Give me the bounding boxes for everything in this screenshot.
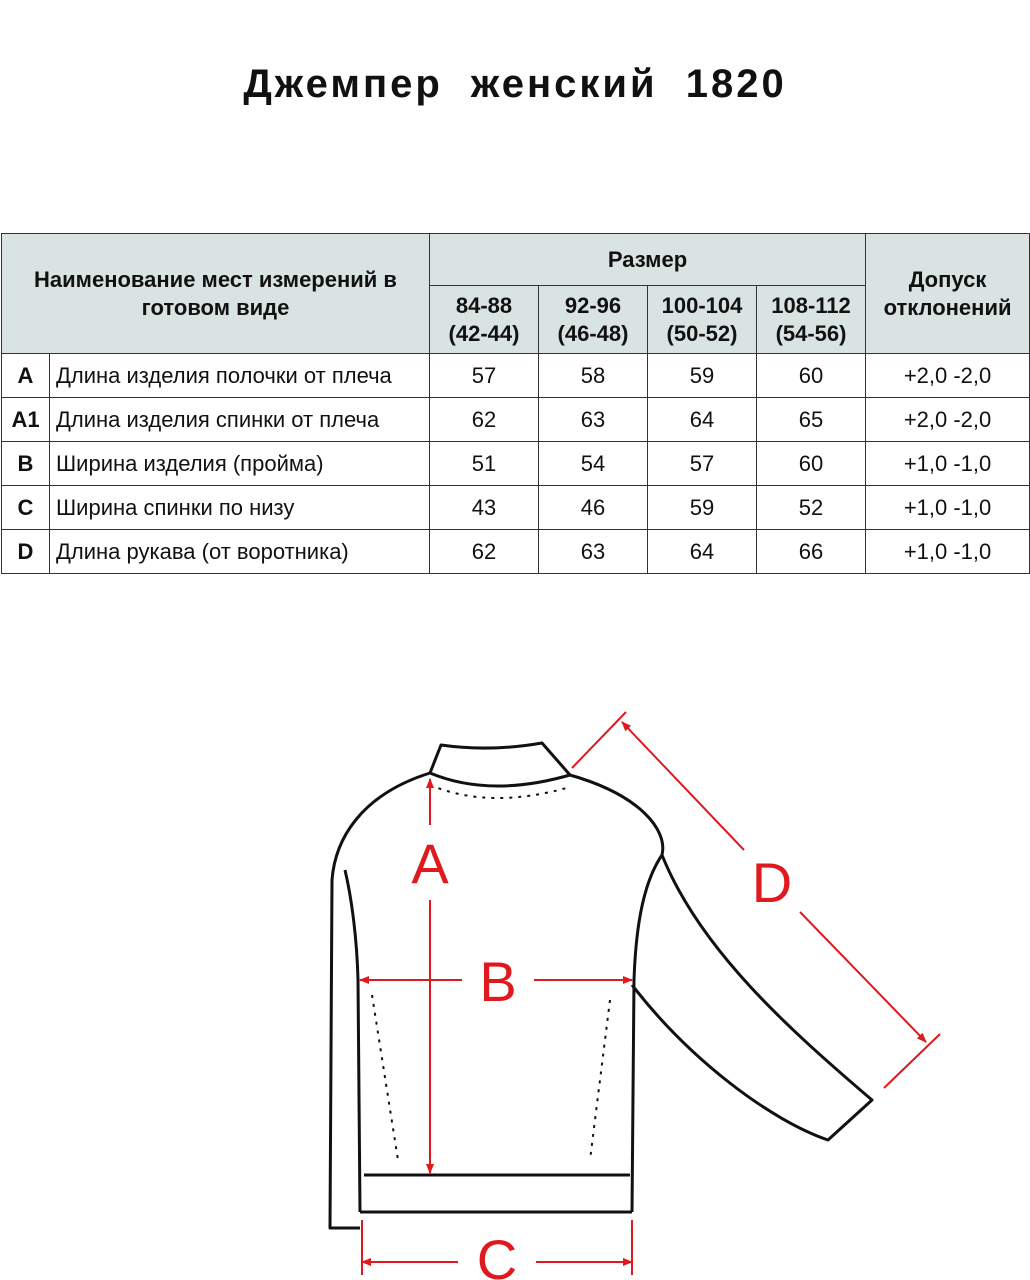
tolerance-value: +1,0 -1,0: [866, 442, 1030, 486]
left-dart-dotted: [372, 995, 398, 1160]
measure-d-upper-line: [622, 722, 744, 850]
tolerance-value: +1,0 -1,0: [866, 486, 1030, 530]
right-dart-dotted: [590, 1000, 610, 1160]
size-column-header: [648, 286, 757, 354]
header-size: Размер: [430, 234, 866, 286]
measure-d-bottom-tick: [884, 1034, 940, 1088]
measurement-name: Ширина спинки по низу: [50, 486, 430, 530]
size-value: 51: [430, 442, 539, 486]
measure-d-top-tick: [572, 712, 626, 768]
table-row: [2, 442, 1030, 486]
right-shoulder-outline: [570, 775, 663, 855]
measurement-name: Ширина изделия (пройма): [50, 442, 430, 486]
table-row: [2, 486, 1030, 530]
size-value: 63: [539, 530, 648, 574]
table-row: [2, 354, 1030, 398]
size-value: 64: [648, 398, 757, 442]
size-value: 59: [648, 354, 757, 398]
table-row: [2, 398, 1030, 442]
size-range: 108-112: [771, 292, 851, 318]
size-value: 65: [757, 398, 866, 442]
page-title: Джемпер женский 1820: [243, 62, 787, 106]
measurement-name: Длина изделия спинки от плеча: [50, 398, 430, 442]
size-value: 54: [539, 442, 648, 486]
size-value: 43: [430, 486, 539, 530]
size-value: 59: [648, 486, 757, 530]
measure-label-c: C: [476, 1228, 518, 1280]
measure-label-b: B: [479, 950, 517, 1013]
size-value: 62: [430, 530, 539, 574]
size-alt: (42-44): [448, 320, 520, 346]
header-measurement-name: Наименование мест измерений в готовом виде: [2, 234, 430, 354]
measurement-name: Длина изделия полочки от плеча: [50, 354, 430, 398]
left-side-seam: [345, 870, 360, 1212]
size-alt: (46-48): [557, 320, 629, 346]
size-range: 92-96: [564, 292, 622, 318]
collar-seam: [430, 773, 570, 786]
size-value: 60: [757, 354, 866, 398]
size-column-header: [430, 286, 539, 354]
size-value: 63: [539, 398, 648, 442]
tolerance-value: +1,0 -1,0: [866, 530, 1030, 574]
size-alt: (50-52): [666, 320, 738, 346]
size-range: 100-104: [661, 292, 743, 318]
size-alt: (54-56): [775, 320, 847, 346]
size-range: 84-88: [455, 292, 513, 318]
size-value: 66: [757, 530, 866, 574]
collar-outline: [430, 743, 570, 775]
size-column-header: [539, 286, 648, 354]
measurement-name: Длина рукава (от воротника): [50, 530, 430, 574]
size-value: 57: [648, 442, 757, 486]
size-value: 58: [539, 354, 648, 398]
measure-d-lower-line: [800, 912, 926, 1042]
measurement-code: D: [2, 530, 50, 574]
right-side-seam: [632, 855, 662, 1212]
size-value: 64: [648, 530, 757, 574]
size-column-header: [757, 286, 866, 354]
size-value: 62: [430, 398, 539, 442]
sweater-outline: [330, 743, 872, 1228]
size-value: 46: [539, 486, 648, 530]
size-table: [1, 233, 1030, 574]
size-value: 60: [757, 442, 866, 486]
sweater-diagram: [0, 690, 1030, 1280]
table-row: [2, 530, 1030, 574]
header-tolerance: Допуск отклонений: [866, 234, 1030, 354]
measurement-lines: [360, 712, 940, 1275]
tolerance-value: +2,0 -2,0: [866, 398, 1030, 442]
measure-label-a: A: [411, 832, 449, 895]
size-value: 52: [757, 486, 866, 530]
measurement-code: B: [2, 442, 50, 486]
tolerance-value: +2,0 -2,0: [866, 354, 1030, 398]
measurement-code: A1: [2, 398, 50, 442]
measure-label-d: D: [751, 851, 793, 914]
measurement-code: C: [2, 486, 50, 530]
size-value: 57: [430, 354, 539, 398]
measurement-code: A: [2, 354, 50, 398]
